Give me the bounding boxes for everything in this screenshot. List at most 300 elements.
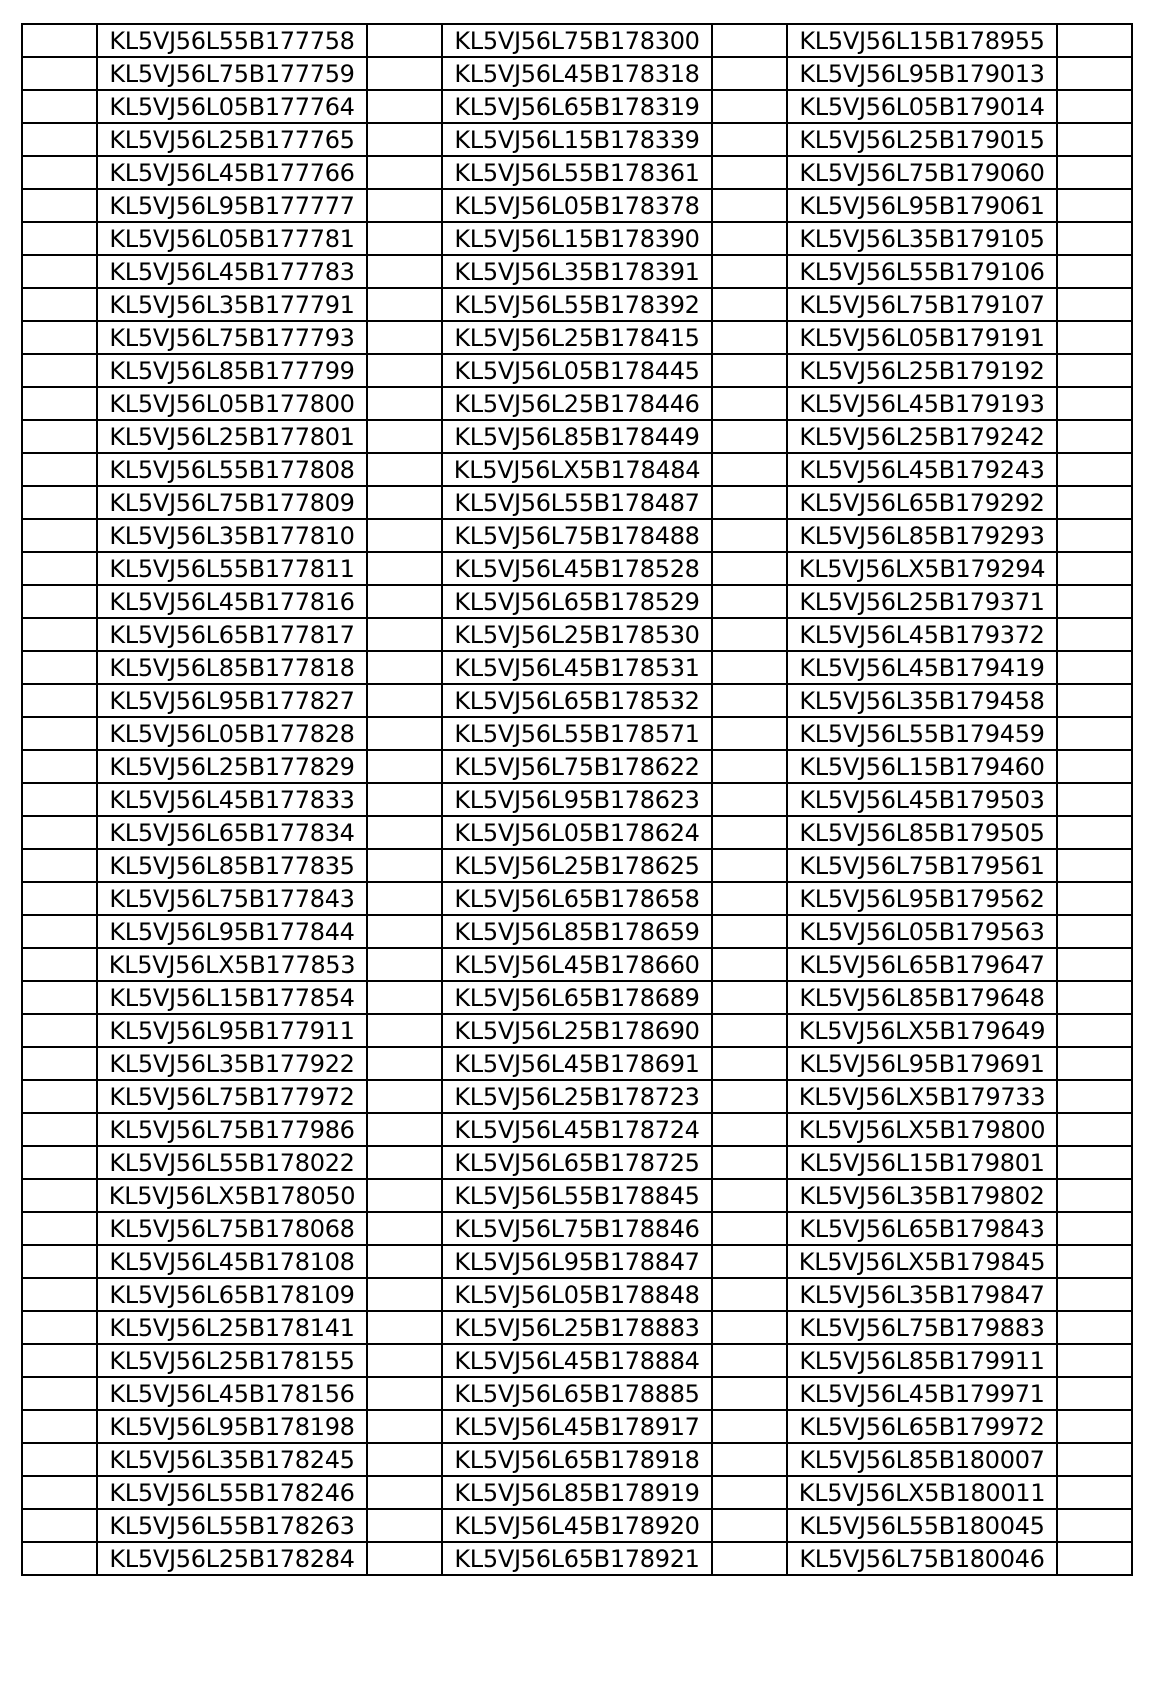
vin-cell: KL5VJ56L95B178847 — [442, 1245, 712, 1278]
spacer-cell — [367, 1344, 442, 1377]
vin-cell: KL5VJ56L85B178919 — [442, 1476, 712, 1509]
table-row — [22, 1014, 1132, 1047]
table-row — [22, 1146, 1132, 1179]
blank-cell — [22, 1476, 97, 1509]
vin-cell: KL5VJ56L55B177758 — [97, 24, 367, 57]
vin-cell: KL5VJ56L25B178446 — [442, 387, 712, 420]
spacer-cell — [712, 387, 787, 420]
spacer-cell — [367, 1179, 442, 1212]
blank-cell — [22, 387, 97, 420]
spacer-cell — [712, 585, 787, 618]
table-row — [22, 519, 1132, 552]
table-row — [22, 1509, 1132, 1542]
vin-cell: KL5VJ56LX5B178050 — [97, 1179, 367, 1212]
vin-cell: KL5VJ56L65B178658 — [442, 882, 712, 915]
blank-cell — [22, 1278, 97, 1311]
spacer-cell — [712, 1245, 787, 1278]
spacer-cell — [367, 849, 442, 882]
spacer-cell — [712, 123, 787, 156]
table-row — [22, 1080, 1132, 1113]
spacer-cell — [712, 882, 787, 915]
table-row — [22, 453, 1132, 486]
spacer-cell — [367, 1410, 442, 1443]
vin-cell: KL5VJ56L75B177986 — [97, 1113, 367, 1146]
spacer-cell — [712, 519, 787, 552]
vin-cell: KL5VJ56L55B178487 — [442, 486, 712, 519]
vin-cell: KL5VJ56L45B178318 — [442, 57, 712, 90]
table-row — [22, 24, 1132, 57]
spacer-cell — [367, 882, 442, 915]
vin-cell: KL5VJ56LX5B178484 — [442, 453, 712, 486]
vin-cell: KL5VJ56L85B178449 — [442, 420, 712, 453]
blank-cell — [1057, 486, 1132, 519]
spacer-cell — [712, 1278, 787, 1311]
blank-cell — [1057, 1047, 1132, 1080]
vin-cell: KL5VJ56L75B180046 — [787, 1542, 1057, 1575]
blank-cell — [1057, 717, 1132, 750]
blank-cell — [1057, 1476, 1132, 1509]
spacer-cell — [367, 783, 442, 816]
blank-cell — [22, 90, 97, 123]
spacer-cell — [367, 222, 442, 255]
spacer-cell — [367, 1311, 442, 1344]
spacer-cell — [367, 24, 442, 57]
spacer-cell — [712, 717, 787, 750]
vin-cell: KL5VJ56L05B177764 — [97, 90, 367, 123]
vin-cell: KL5VJ56L75B178846 — [442, 1212, 712, 1245]
spacer-cell — [712, 486, 787, 519]
table-row — [22, 1311, 1132, 1344]
vin-cell: KL5VJ56L75B178300 — [442, 24, 712, 57]
spacer-cell — [367, 1443, 442, 1476]
blank-cell — [1057, 915, 1132, 948]
spacer-cell — [367, 750, 442, 783]
vin-cell: KL5VJ56L35B178245 — [97, 1443, 367, 1476]
vin-cell: KL5VJ56L95B179562 — [787, 882, 1057, 915]
blank-cell — [1057, 1212, 1132, 1245]
spacer-cell — [712, 1443, 787, 1476]
spacer-cell — [712, 1014, 787, 1047]
blank-cell — [1057, 1080, 1132, 1113]
vin-cell: KL5VJ56L95B179013 — [787, 57, 1057, 90]
spacer-cell — [712, 981, 787, 1014]
spacer-cell — [367, 684, 442, 717]
spacer-cell — [712, 750, 787, 783]
vin-cell: KL5VJ56L45B179243 — [787, 453, 1057, 486]
vin-table — [21, 23, 1133, 1576]
spacer-cell — [367, 1278, 442, 1311]
vin-cell: KL5VJ56L35B177810 — [97, 519, 367, 552]
vin-cell: KL5VJ56L65B178529 — [442, 585, 712, 618]
spacer-cell — [367, 354, 442, 387]
blank-cell — [22, 1179, 97, 1212]
vin-cell: KL5VJ56L65B178725 — [442, 1146, 712, 1179]
spacer-cell — [367, 255, 442, 288]
vin-cell: KL5VJ56L55B179459 — [787, 717, 1057, 750]
blank-cell — [1057, 57, 1132, 90]
blank-cell — [22, 255, 97, 288]
vin-cell: KL5VJ56L25B177765 — [97, 123, 367, 156]
blank-cell — [22, 1245, 97, 1278]
vin-cell: KL5VJ56L45B178691 — [442, 1047, 712, 1080]
vin-cell: KL5VJ56L15B179801 — [787, 1146, 1057, 1179]
vin-cell: KL5VJ56L75B179561 — [787, 849, 1057, 882]
blank-cell — [1057, 255, 1132, 288]
vin-cell: KL5VJ56L25B178155 — [97, 1344, 367, 1377]
blank-cell — [1057, 1278, 1132, 1311]
blank-cell — [1057, 849, 1132, 882]
spacer-cell — [712, 288, 787, 321]
vin-cell: KL5VJ56L95B178623 — [442, 783, 712, 816]
vin-cell: KL5VJ56L25B178723 — [442, 1080, 712, 1113]
blank-cell — [22, 189, 97, 222]
vin-cell: KL5VJ56L15B177854 — [97, 981, 367, 1014]
table-row — [22, 1377, 1132, 1410]
spacer-cell — [712, 156, 787, 189]
spacer-cell — [367, 189, 442, 222]
blank-cell — [22, 222, 97, 255]
vin-table-body — [22, 24, 1132, 1575]
vin-cell: KL5VJ56L05B178378 — [442, 189, 712, 222]
vin-cell: KL5VJ56L05B177800 — [97, 387, 367, 420]
blank-cell — [22, 1311, 97, 1344]
blank-cell — [22, 1443, 97, 1476]
spacer-cell — [367, 1014, 442, 1047]
vin-cell: KL5VJ56LX5B179733 — [787, 1080, 1057, 1113]
vin-cell: KL5VJ56L75B178488 — [442, 519, 712, 552]
blank-cell — [22, 1014, 97, 1047]
vin-cell: KL5VJ56L25B179192 — [787, 354, 1057, 387]
vin-cell: KL5VJ56L85B177835 — [97, 849, 367, 882]
blank-cell — [1057, 387, 1132, 420]
vin-cell: KL5VJ56L85B177799 — [97, 354, 367, 387]
blank-cell — [22, 915, 97, 948]
vin-cell: KL5VJ56L25B177801 — [97, 420, 367, 453]
table-row — [22, 387, 1132, 420]
spacer-cell — [712, 1476, 787, 1509]
vin-cell: KL5VJ56L55B177808 — [97, 453, 367, 486]
blank-cell — [22, 1047, 97, 1080]
vin-cell: KL5VJ56L25B178530 — [442, 618, 712, 651]
blank-cell — [22, 816, 97, 849]
spacer-cell — [367, 1113, 442, 1146]
blank-cell — [22, 1377, 97, 1410]
spacer-cell — [367, 915, 442, 948]
blank-cell — [1057, 1146, 1132, 1179]
blank-cell — [1057, 1443, 1132, 1476]
vin-cell: KL5VJ56L15B179460 — [787, 750, 1057, 783]
table-row — [22, 1410, 1132, 1443]
blank-cell — [1057, 618, 1132, 651]
blank-cell — [22, 1080, 97, 1113]
vin-cell: KL5VJ56L25B178883 — [442, 1311, 712, 1344]
table-row — [22, 915, 1132, 948]
vin-cell: KL5VJ56L45B178724 — [442, 1113, 712, 1146]
spacer-cell — [367, 420, 442, 453]
table-row — [22, 948, 1132, 981]
vin-cell: KL5VJ56L45B179419 — [787, 651, 1057, 684]
vin-cell: KL5VJ56L25B178284 — [97, 1542, 367, 1575]
blank-cell — [22, 453, 97, 486]
blank-cell — [22, 123, 97, 156]
vin-cell: KL5VJ56L75B177759 — [97, 57, 367, 90]
table-row — [22, 222, 1132, 255]
blank-cell — [22, 717, 97, 750]
vin-cell: KL5VJ56L45B177783 — [97, 255, 367, 288]
vin-cell: KL5VJ56L65B178319 — [442, 90, 712, 123]
vin-cell: KL5VJ56L95B179061 — [787, 189, 1057, 222]
vin-cell: KL5VJ56L35B178391 — [442, 255, 712, 288]
vin-cell: KL5VJ56L65B178918 — [442, 1443, 712, 1476]
spacer-cell — [712, 849, 787, 882]
vin-cell: KL5VJ56L05B178624 — [442, 816, 712, 849]
blank-cell — [1057, 90, 1132, 123]
vin-cell: KL5VJ56L15B178390 — [442, 222, 712, 255]
blank-cell — [22, 981, 97, 1014]
blank-cell — [1057, 651, 1132, 684]
blank-cell — [1057, 1179, 1132, 1212]
spacer-cell — [367, 288, 442, 321]
spacer-cell — [712, 1311, 787, 1344]
blank-cell — [1057, 1542, 1132, 1575]
vin-cell: KL5VJ56L05B177781 — [97, 222, 367, 255]
vin-cell: KL5VJ56L65B177834 — [97, 816, 367, 849]
blank-cell — [1057, 354, 1132, 387]
spacer-cell — [712, 1344, 787, 1377]
table-row — [22, 1245, 1132, 1278]
blank-cell — [22, 651, 97, 684]
spacer-cell — [712, 1509, 787, 1542]
spacer-cell — [367, 1509, 442, 1542]
table-row — [22, 1212, 1132, 1245]
vin-cell: KL5VJ56L15B178955 — [787, 24, 1057, 57]
spacer-cell — [367, 618, 442, 651]
spacer-cell — [712, 783, 787, 816]
blank-cell — [1057, 684, 1132, 717]
blank-cell — [1057, 1344, 1132, 1377]
table-row — [22, 981, 1132, 1014]
table-row — [22, 1542, 1132, 1575]
table-row — [22, 882, 1132, 915]
vin-cell: KL5VJ56L45B177766 — [97, 156, 367, 189]
spacer-cell — [367, 717, 442, 750]
vin-cell: KL5VJ56L65B178689 — [442, 981, 712, 1014]
spacer-cell — [367, 1476, 442, 1509]
vin-cell: KL5VJ56L45B179193 — [787, 387, 1057, 420]
spacer-cell — [712, 24, 787, 57]
spacer-cell — [712, 915, 787, 948]
spacer-cell — [367, 981, 442, 1014]
spacer-cell — [712, 816, 787, 849]
vin-cell: KL5VJ56L75B177809 — [97, 486, 367, 519]
spacer-cell — [367, 1542, 442, 1575]
spacer-cell — [712, 90, 787, 123]
vin-cell: KL5VJ56L85B180007 — [787, 1443, 1057, 1476]
blank-cell — [1057, 24, 1132, 57]
blank-cell — [22, 849, 97, 882]
table-row — [22, 321, 1132, 354]
vin-cell: KL5VJ56LX5B179800 — [787, 1113, 1057, 1146]
blank-cell — [22, 1344, 97, 1377]
vin-cell: KL5VJ56L25B178625 — [442, 849, 712, 882]
spacer-cell — [712, 651, 787, 684]
blank-cell — [1057, 1113, 1132, 1146]
vin-cell: KL5VJ56L95B178198 — [97, 1410, 367, 1443]
vin-cell: KL5VJ56L25B178415 — [442, 321, 712, 354]
vin-cell: KL5VJ56L25B178690 — [442, 1014, 712, 1047]
spacer-cell — [712, 420, 787, 453]
vin-cell: KL5VJ56L75B178622 — [442, 750, 712, 783]
vin-cell: KL5VJ56L75B179107 — [787, 288, 1057, 321]
spacer-cell — [367, 387, 442, 420]
table-row — [22, 1278, 1132, 1311]
blank-cell — [22, 948, 97, 981]
vin-cell: KL5VJ56L85B179648 — [787, 981, 1057, 1014]
table-row — [22, 1443, 1132, 1476]
table-row — [22, 585, 1132, 618]
table-row — [22, 849, 1132, 882]
table-row — [22, 750, 1132, 783]
vin-cell: KL5VJ56L95B179691 — [787, 1047, 1057, 1080]
table-row — [22, 684, 1132, 717]
vin-cell: KL5VJ56L85B179911 — [787, 1344, 1057, 1377]
blank-cell — [22, 1212, 97, 1245]
spacer-cell — [367, 90, 442, 123]
table-row — [22, 651, 1132, 684]
vin-cell: KL5VJ56L25B178141 — [97, 1311, 367, 1344]
vin-cell: KL5VJ56L45B178531 — [442, 651, 712, 684]
spacer-cell — [367, 585, 442, 618]
spacer-cell — [712, 1047, 787, 1080]
vin-cell: KL5VJ56LX5B179649 — [787, 1014, 1057, 1047]
blank-cell — [1057, 750, 1132, 783]
vin-cell: KL5VJ56L35B179458 — [787, 684, 1057, 717]
vin-cell: KL5VJ56L35B177791 — [97, 288, 367, 321]
spacer-cell — [712, 189, 787, 222]
blank-cell — [22, 288, 97, 321]
table-row — [22, 618, 1132, 651]
blank-cell — [22, 519, 97, 552]
table-row — [22, 90, 1132, 123]
vin-cell: KL5VJ56L45B178108 — [97, 1245, 367, 1278]
vin-cell: KL5VJ56L45B178920 — [442, 1509, 712, 1542]
vin-cell: KL5VJ56L85B178659 — [442, 915, 712, 948]
spacer-cell — [367, 519, 442, 552]
spacer-cell — [367, 1080, 442, 1113]
blank-cell — [22, 1113, 97, 1146]
blank-cell — [1057, 816, 1132, 849]
vin-cell: KL5VJ56L55B178361 — [442, 156, 712, 189]
table-row — [22, 288, 1132, 321]
table-row — [22, 717, 1132, 750]
table-row — [22, 1047, 1132, 1080]
vin-cell: KL5VJ56L85B179293 — [787, 519, 1057, 552]
spacer-cell — [712, 1542, 787, 1575]
spacer-cell — [367, 1146, 442, 1179]
spacer-cell — [712, 1377, 787, 1410]
spacer-cell — [712, 1179, 787, 1212]
vin-cell: KL5VJ56L05B179191 — [787, 321, 1057, 354]
vin-cell: KL5VJ56L35B179802 — [787, 1179, 1057, 1212]
blank-cell — [22, 486, 97, 519]
blank-cell — [22, 1509, 97, 1542]
spacer-cell — [712, 1080, 787, 1113]
spacer-cell — [367, 816, 442, 849]
blank-cell — [22, 750, 97, 783]
vin-cell: KL5VJ56L75B179883 — [787, 1311, 1057, 1344]
table-row — [22, 816, 1132, 849]
table-row — [22, 156, 1132, 189]
spacer-cell — [367, 651, 442, 684]
vin-cell: KL5VJ56LX5B180011 — [787, 1476, 1057, 1509]
spacer-cell — [367, 453, 442, 486]
blank-cell — [22, 354, 97, 387]
vin-cell: KL5VJ56L45B178660 — [442, 948, 712, 981]
blank-cell — [1057, 1410, 1132, 1443]
vin-cell: KL5VJ56L75B177972 — [97, 1080, 367, 1113]
vin-cell: KL5VJ56L85B179505 — [787, 816, 1057, 849]
vin-cell: KL5VJ56L05B178445 — [442, 354, 712, 387]
blank-cell — [22, 684, 97, 717]
blank-cell — [22, 552, 97, 585]
vin-cell: KL5VJ56L55B179106 — [787, 255, 1057, 288]
table-row — [22, 1113, 1132, 1146]
spacer-cell — [712, 948, 787, 981]
vin-cell: KL5VJ56L45B177833 — [97, 783, 367, 816]
vin-cell: KL5VJ56L25B179242 — [787, 420, 1057, 453]
spacer-cell — [712, 1146, 787, 1179]
spacer-cell — [712, 684, 787, 717]
table-row — [22, 552, 1132, 585]
vin-cell: KL5VJ56L25B179015 — [787, 123, 1057, 156]
spacer-cell — [367, 552, 442, 585]
vin-cell: KL5VJ56L05B179563 — [787, 915, 1057, 948]
vin-cell: KL5VJ56L65B178109 — [97, 1278, 367, 1311]
table-row — [22, 123, 1132, 156]
blank-cell — [1057, 156, 1132, 189]
vin-cell: KL5VJ56LX5B179845 — [787, 1245, 1057, 1278]
spacer-cell — [712, 354, 787, 387]
spacer-cell — [712, 1113, 787, 1146]
vin-cell: KL5VJ56L55B178022 — [97, 1146, 367, 1179]
vin-cell: KL5VJ56L35B179105 — [787, 222, 1057, 255]
blank-cell — [22, 321, 97, 354]
vin-cell: KL5VJ56L65B179843 — [787, 1212, 1057, 1245]
vin-cell: KL5VJ56L15B178339 — [442, 123, 712, 156]
spacer-cell — [712, 255, 787, 288]
table-row — [22, 486, 1132, 519]
table-row — [22, 420, 1132, 453]
spacer-cell — [712, 321, 787, 354]
vin-cell: KL5VJ56L45B179372 — [787, 618, 1057, 651]
spacer-cell — [712, 552, 787, 585]
vin-cell: KL5VJ56LX5B177853 — [97, 948, 367, 981]
blank-cell — [22, 1542, 97, 1575]
spacer-cell — [712, 618, 787, 651]
vin-cell: KL5VJ56L45B178528 — [442, 552, 712, 585]
blank-cell — [1057, 420, 1132, 453]
vin-cell: KL5VJ56L85B177818 — [97, 651, 367, 684]
vin-cell: KL5VJ56L75B177793 — [97, 321, 367, 354]
spacer-cell — [367, 948, 442, 981]
vin-cell: KL5VJ56L05B177828 — [97, 717, 367, 750]
blank-cell — [1057, 1509, 1132, 1542]
vin-cell: KL5VJ56L55B180045 — [787, 1509, 1057, 1542]
blank-cell — [22, 882, 97, 915]
table-row — [22, 189, 1132, 222]
vin-cell: KL5VJ56L75B177843 — [97, 882, 367, 915]
vin-cell: KL5VJ56L55B178571 — [442, 717, 712, 750]
